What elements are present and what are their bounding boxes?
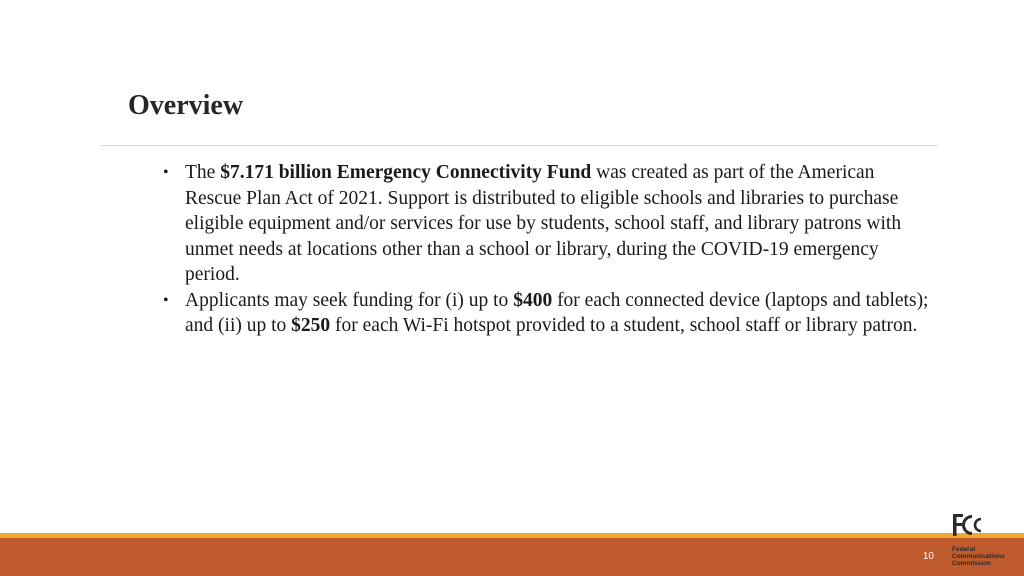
- bullet-text: for each connected device (laptops and tablets); and (ii) up to: [185, 289, 929, 336]
- fcc-logo-text: [952, 546, 1005, 567]
- slide-title: Overview: [128, 90, 244, 121]
- bullet-bold-text: $7.171 billion Emergency Connectivity Fund: [220, 162, 592, 183]
- page-number: 10: [922, 551, 934, 562]
- bullet-text: for each Wi-Fi hotspot provided to a student, school staff or library patron.: [330, 315, 918, 336]
- bullet-bold-text: $400: [513, 289, 553, 311]
- footer-fill: [0, 538, 1024, 576]
- bullet-text: was created as part of the American Rescue Plan Act of 2021. Support is distributed to eligible schools and libraries to purchase eligible equipment and/or services for use by students, school staff, and library patrons with unmet needs at locations other than a school or library, during the COVID-19 emergency period.: [185, 162, 902, 285]
- fcc-logo: [948, 512, 1014, 572]
- bullet-list: [163, 160, 933, 339]
- bullet-item-fund: [163, 160, 933, 288]
- fcc-logo-icon: [952, 512, 982, 538]
- bullet-icon: •: [163, 291, 169, 309]
- title-divider: [100, 145, 938, 146]
- bullet-text: The: [185, 162, 221, 183]
- bullet-item-funding: [163, 288, 933, 339]
- logo-line-commission: Commission: [952, 560, 992, 567]
- bullet-bold-text: $250: [291, 315, 331, 336]
- logo-line-communications: Communications: [952, 553, 1005, 560]
- logo-line-federal: Federal: [952, 546, 976, 553]
- bullet-text: Applicants may seek funding for (i) up to: [185, 289, 514, 311]
- footer-band: [0, 533, 1024, 576]
- bullet-icon: •: [163, 164, 169, 181]
